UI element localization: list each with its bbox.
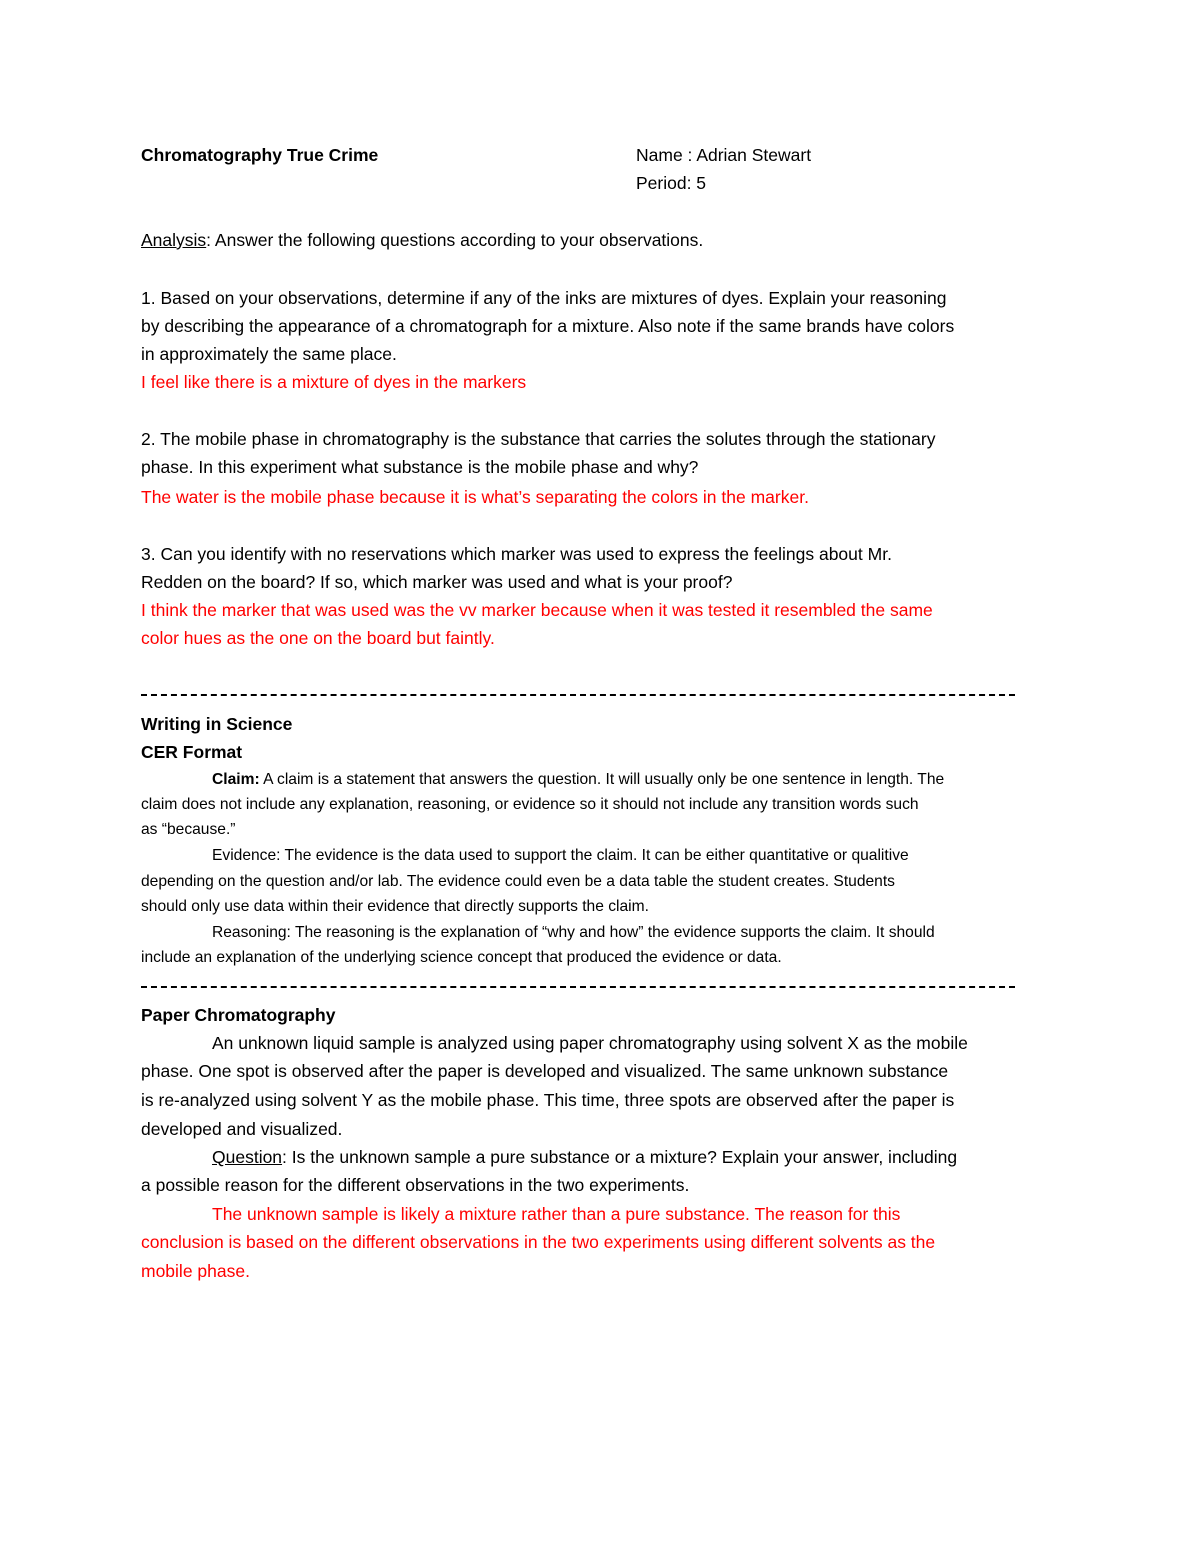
paper-question-line: a possible reason for the different observations in the two experiments.: [141, 1175, 690, 1195]
claim-label: Claim:: [212, 771, 260, 788]
analysis-label: Analysis: [141, 230, 207, 250]
evidence-line: depending on the question and/or lab. The evidence could even be a data table the student creates. Students: [141, 873, 895, 890]
worksheet-title: Chromatography True Crime: [141, 145, 379, 165]
paper-line: developed and visualized.: [141, 1119, 343, 1139]
q2-answer: The water is the mobile phase because it is what’s separating the colors in the marker.: [141, 487, 809, 507]
analysis-intro: [141, 232, 703, 250]
q1-line: by describing the appearance of a chromatograph for a mixture. Also note if the same brands have colors: [141, 316, 955, 336]
period-label: Period: 5: [636, 173, 707, 193]
q2-line: phase. In this experiment what substance is the mobile phase and why?: [141, 457, 699, 477]
q1-line: 1. Based on your observations, determine if any of the inks are mixtures of dyes. Explain your reasoning: [141, 288, 947, 308]
q2-line: 2. The mobile phase in chromatography is the substance that carries the solutes through the stationary: [141, 429, 936, 449]
reasoning-label: Reasoning:: [212, 924, 291, 941]
claim-line: as “because.”: [141, 821, 236, 838]
q1-answer: I feel like there is a mixture of dyes in the markers: [141, 372, 527, 392]
paper-line: An unknown liquid sample is analyzed using paper chromatography using solvent X as the mobile: [212, 1033, 968, 1053]
reasoning-text: The reasoning is the explanation of “why and how” the evidence supports the claim. It should: [290, 924, 935, 941]
claim-text: A claim is a statement that answers the question. It will usually only be one sentence in length. The: [259, 771, 945, 788]
evidence-label: Evidence:: [212, 847, 281, 864]
q3-answer: I think the marker that was used was the vv marker because when it was tested it resembled the same: [141, 600, 933, 620]
evidence-text: The evidence is the data used to support the claim. It can be either quantitative or qualitive: [280, 847, 909, 864]
paper-answer: mobile phase.: [141, 1261, 250, 1281]
name-value: Adrian Stewart: [696, 145, 812, 165]
paper-question: [212, 1149, 957, 1167]
paper-line: phase. One spot is observed after the paper is developed and visualized. The same unknown substance: [141, 1061, 949, 1081]
q3-line: Redden on the board? If so, which marker was used and what is your proof?: [141, 572, 733, 592]
paper-heading: Paper Chromatography: [141, 1005, 336, 1025]
analysis-instructions: : Answer the following questions according to your observations.: [206, 230, 704, 250]
claim-line: claim does not include any explanation, reasoning, or evidence so it should not include any transition words such: [141, 796, 919, 813]
student-name: [636, 147, 811, 165]
q1-line: in approximately the same place.: [141, 344, 397, 364]
reasoning-line: [212, 925, 935, 941]
section-divider: [141, 986, 1015, 988]
paper-answer: The unknown sample is likely a mixture rather than a pure substance. The reason for this: [212, 1204, 901, 1224]
cer-heading: CER Format: [141, 742, 243, 762]
q3-line: 3. Can you identify with no reservations which marker was used to express the feelings about Mr.: [141, 544, 892, 564]
question-text: : Is the unknown sample a pure substance or a mixture? Explain your answer, including: [282, 1147, 958, 1167]
q3-answer: color hues as the one on the board but faintly.: [141, 628, 495, 648]
evidence-line: should only use data within their evidence that directly supports the claim.: [141, 898, 649, 915]
evidence-line: [212, 848, 909, 864]
name-label: Name :: [636, 145, 693, 165]
section-divider: [141, 694, 1015, 696]
paper-answer: conclusion is based on the different observations in the two experiments using different solvents as the: [141, 1232, 936, 1252]
claim-line: [212, 772, 944, 788]
question-label: Question: [212, 1147, 283, 1167]
writing-heading: Writing in Science: [141, 714, 293, 734]
reasoning-line: include an explanation of the underlying science concept that produced the evidence or data.: [141, 949, 782, 966]
paper-line: is re-analyzed using solvent Y as the mobile phase. This time, three spots are observed after the paper is: [141, 1090, 955, 1110]
